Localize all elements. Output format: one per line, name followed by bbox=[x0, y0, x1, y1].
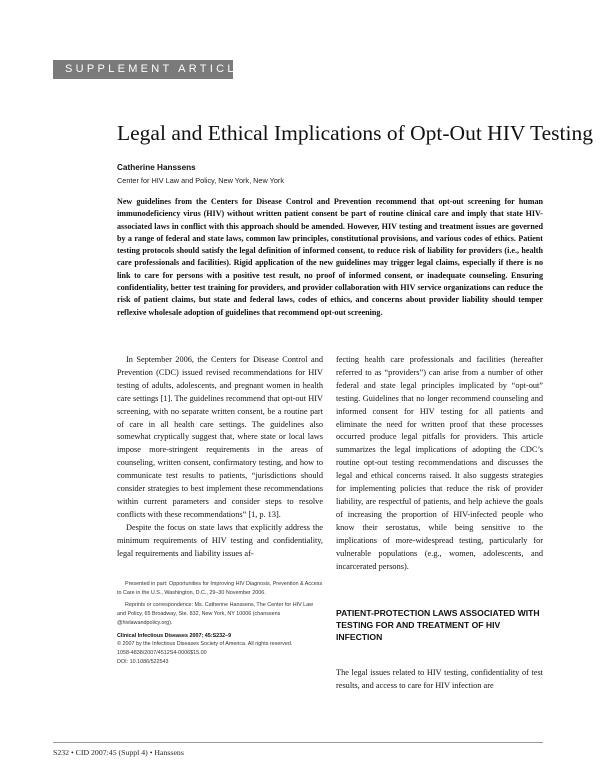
doi-line: DOI: 10.1086/522543 bbox=[117, 658, 169, 665]
publication-meta bbox=[117, 632, 323, 667]
footnote-reprints: Reprints or correspondence: Ms. Catherine Hanssens, The Center for HIV Law and Policy, 65 Broadway, Ste. 832, New York, NY 10006 (chanssens @hivlawandpolicy.org). bbox=[117, 602, 314, 626]
footnote-presented: Presented in part: Opportunities for Improving HIV Diagnosis, Prevention & Access to Care in the U.S., Washington, D.C., 29–30 November 2006. bbox=[117, 581, 323, 596]
body-paragraph-2: Despite the focus on state laws that explicitly address the minimum requirements of HIV testing and confidentiality, legal requirements and liability issues af- bbox=[117, 522, 323, 558]
section-body bbox=[336, 667, 543, 693]
journal-citation: Clinical Infectious Diseases 2007; 45:S232–9 bbox=[117, 632, 232, 639]
article-title: Legal and Ethical Implications of Opt-Out HIV Testing bbox=[117, 121, 593, 145]
left-column bbox=[117, 354, 323, 561]
abstract: New guidelines from the Centers for Disease Control and Prevention recommend that opt-out screening for human immunodeficiency virus (HIV) without written patient consent be part of routine clinical care and imply that state HIV-associated laws in conflict with this approach should be amended. However, HIV testing and treatment issues are governed by a range of federal and state laws, common law principles, constitutional provisions, and various codes of ethics. Patient testing protocols should satisfy the legal definition of informed consent, to reduce risk of liability for providers (i.e., health care professionals and facilities). Rigid application of the new guidelines may trigger legal claims, especially if there is no link to care for persons with a positive test result, no proof of informed consent, or inadequate counseling. Ensuring confidentiality, better test training for providers, and provider collaboration with HIV service organizations can reduce the risk of patient claims, but state and federal laws, codes of ethics, and concerns about provider liability should temper reflexive wholesale adoption of guidelines that recommend opt-out screening. bbox=[117, 197, 543, 317]
supplement-article-banner: SUPPLEMENT ARTICLE bbox=[53, 60, 233, 79]
body-paragraph-3: fecting health care professionals and facilities (hereafter referred to as “providers”) can arise from a number of other federal and state legal principles implicated by “opt-out” testing. Guidelines that no longer recommend counseling and informed consent for HIV testing for all patients and eliminate the need for written proof that these processes occurred produce legal pitfalls for providers. This article summarizes the legal implications of adopting the CDC’s routine opt-out testing recommendations and discusses the legal and ethical concerns raised. It also suggests strategies for implementing policies that reduce the risk of provider liability, are respectful of patients, and help achieve the goals of increasing the proportion of HIV-infected people who know their serostatus, while being sensitive to the implications of more-widespread testing, particularly for vulnerable populations (e.g., women, adolescents, and incarcerated persons). bbox=[336, 355, 543, 571]
right-column bbox=[336, 354, 543, 573]
footnotes bbox=[117, 580, 323, 666]
section-paragraph-1: The legal issues related to HIV testing, confidentiality of test results, and access to care for HIV infection are bbox=[336, 668, 543, 690]
issn-line: 1058-4838/2007/4512S4-0006$15.00 bbox=[117, 649, 207, 656]
section-heading: PATIENT-PROTECTION LAWS ASSOCIATED WITH TESTING FOR AND TREATMENT OF HIV INFECTION bbox=[336, 608, 540, 642]
author-name: Catherine Hanssens bbox=[117, 163, 196, 172]
body-paragraph-1: In September 2006, the Centers for Disease Control and Prevention (CDC) issued revised recommendations for HIV testing of adults, adolescents, and pregnant women in health care settings [1]. The guidelines recommend that opt-out HIV screening, with no separate written consent, be a routine part of care in all health care settings. The guidelines also somewhat cryptically suggest that, where state or local laws impose more-stringent requirements in the areas of counseling, written consent, confirmatory testing, and how to communicate test results to patients, “jurisdictions should consider strategies to best implement these recommendations within current parameters and consider steps to resolve conflicts with these recommendations” [1, p. 13]. bbox=[117, 355, 323, 519]
author-affiliation: Center for HIV Law and Policy, New York, New York bbox=[117, 176, 284, 185]
footer-rule bbox=[53, 742, 543, 743]
copyright-line: © 2007 by the Infectious Diseases Society of America. All rights reserved. bbox=[117, 641, 293, 648]
page-folio: S232 • CID 2007:45 (Suppl 4) • Hanssens bbox=[53, 748, 184, 757]
